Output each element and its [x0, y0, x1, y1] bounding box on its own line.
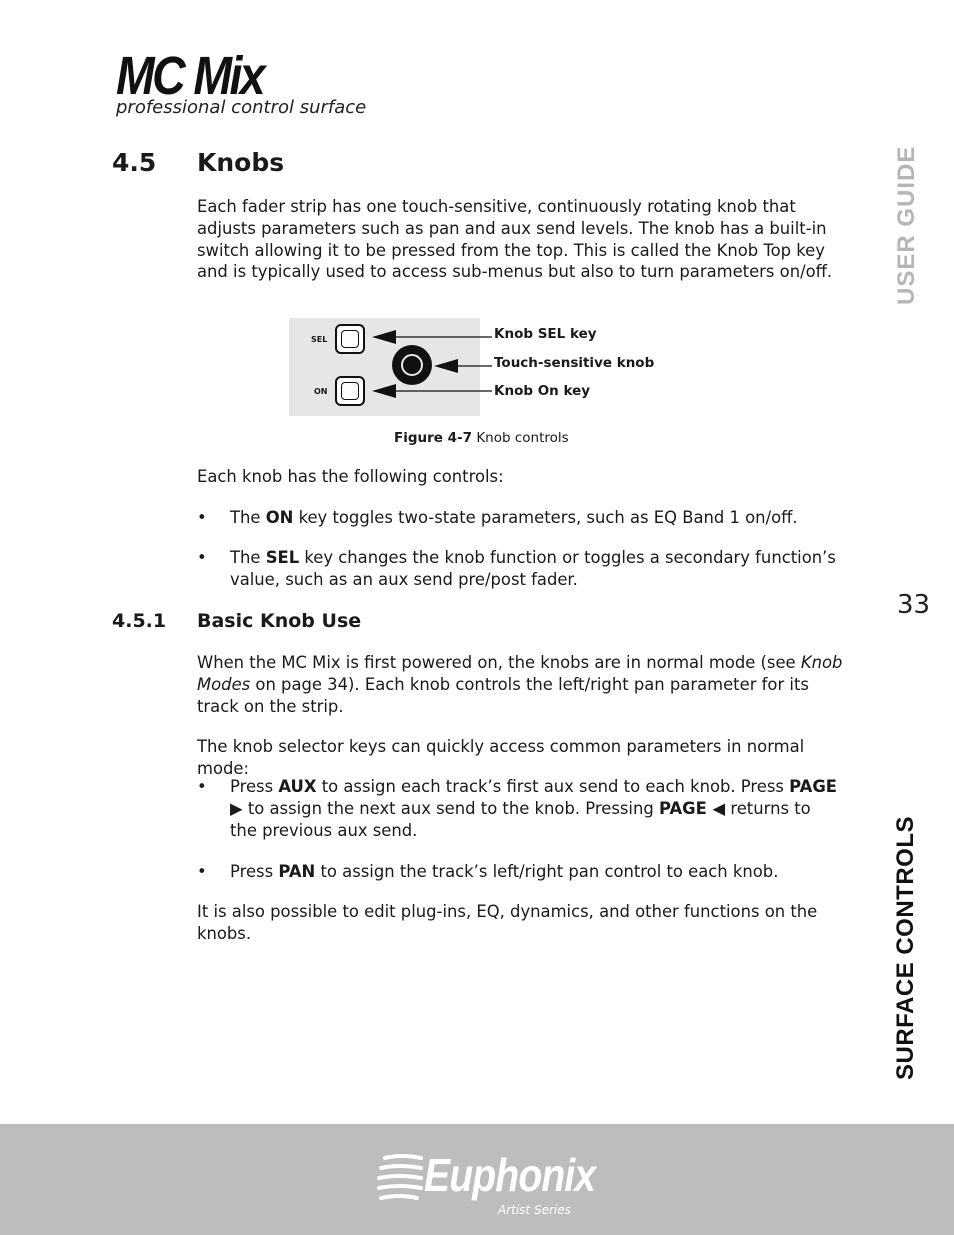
euphonix-logo: Euphonix: [424, 1149, 596, 1201]
sel-arrow-icon: [372, 330, 396, 344]
callout-arrows: [360, 325, 495, 405]
sel-key-label: SEL: [311, 335, 328, 344]
artist-series-label: Artist Series: [498, 1203, 571, 1217]
controls-lead: Each knob has the following controls:: [197, 467, 504, 486]
section-title: Knobs: [197, 148, 285, 177]
callout-knob: Touch-sensitive knob: [494, 355, 655, 371]
mc-mix-logo: MC Mix: [116, 46, 264, 106]
callout-sel-key: Knob SEL key: [494, 326, 597, 342]
on-arrow-icon: [372, 384, 396, 398]
selector-keys-paragraph: The knob selector keys can quickly access common parameters in normal mode:: [197, 737, 805, 778]
euphonix-wave-icon: [377, 1152, 425, 1204]
closing-paragraph: It is also possible to edit plug-ins, EQ, dynamics, and other functions on the knobs.: [197, 902, 818, 943]
subsection-title: Basic Knob Use: [197, 610, 362, 632]
subsection-number: 4.5.1: [112, 610, 167, 632]
basic-use-paragraph: When the MC Mix is first powered on, the knobs are in normal mode (see Knob Modes on page 34). Each knob controls the left/right pan parameter for its track on the strip.: [197, 653, 843, 716]
section-number: 4.5: [112, 148, 157, 177]
page-number: 33: [897, 590, 931, 620]
callout-on-key: Knob On key: [494, 383, 591, 399]
logo-tagline: professional control surface: [116, 97, 367, 118]
intro-paragraph: Each fader strip has one touch-sensitive, continuously rotating knob that adjusts parameters such as pan and aux send levels. The knob has a built-in switch allowing it to be pressed from the top. This is called the Knob Top key and is typically used to access sub-menus but also to turn parameters on/off.: [197, 197, 833, 282]
knob-arrow-icon: [434, 359, 458, 373]
figure-caption: Figure 4-7 Knob controls: [394, 430, 569, 446]
on-key-label: ON: [314, 387, 328, 396]
